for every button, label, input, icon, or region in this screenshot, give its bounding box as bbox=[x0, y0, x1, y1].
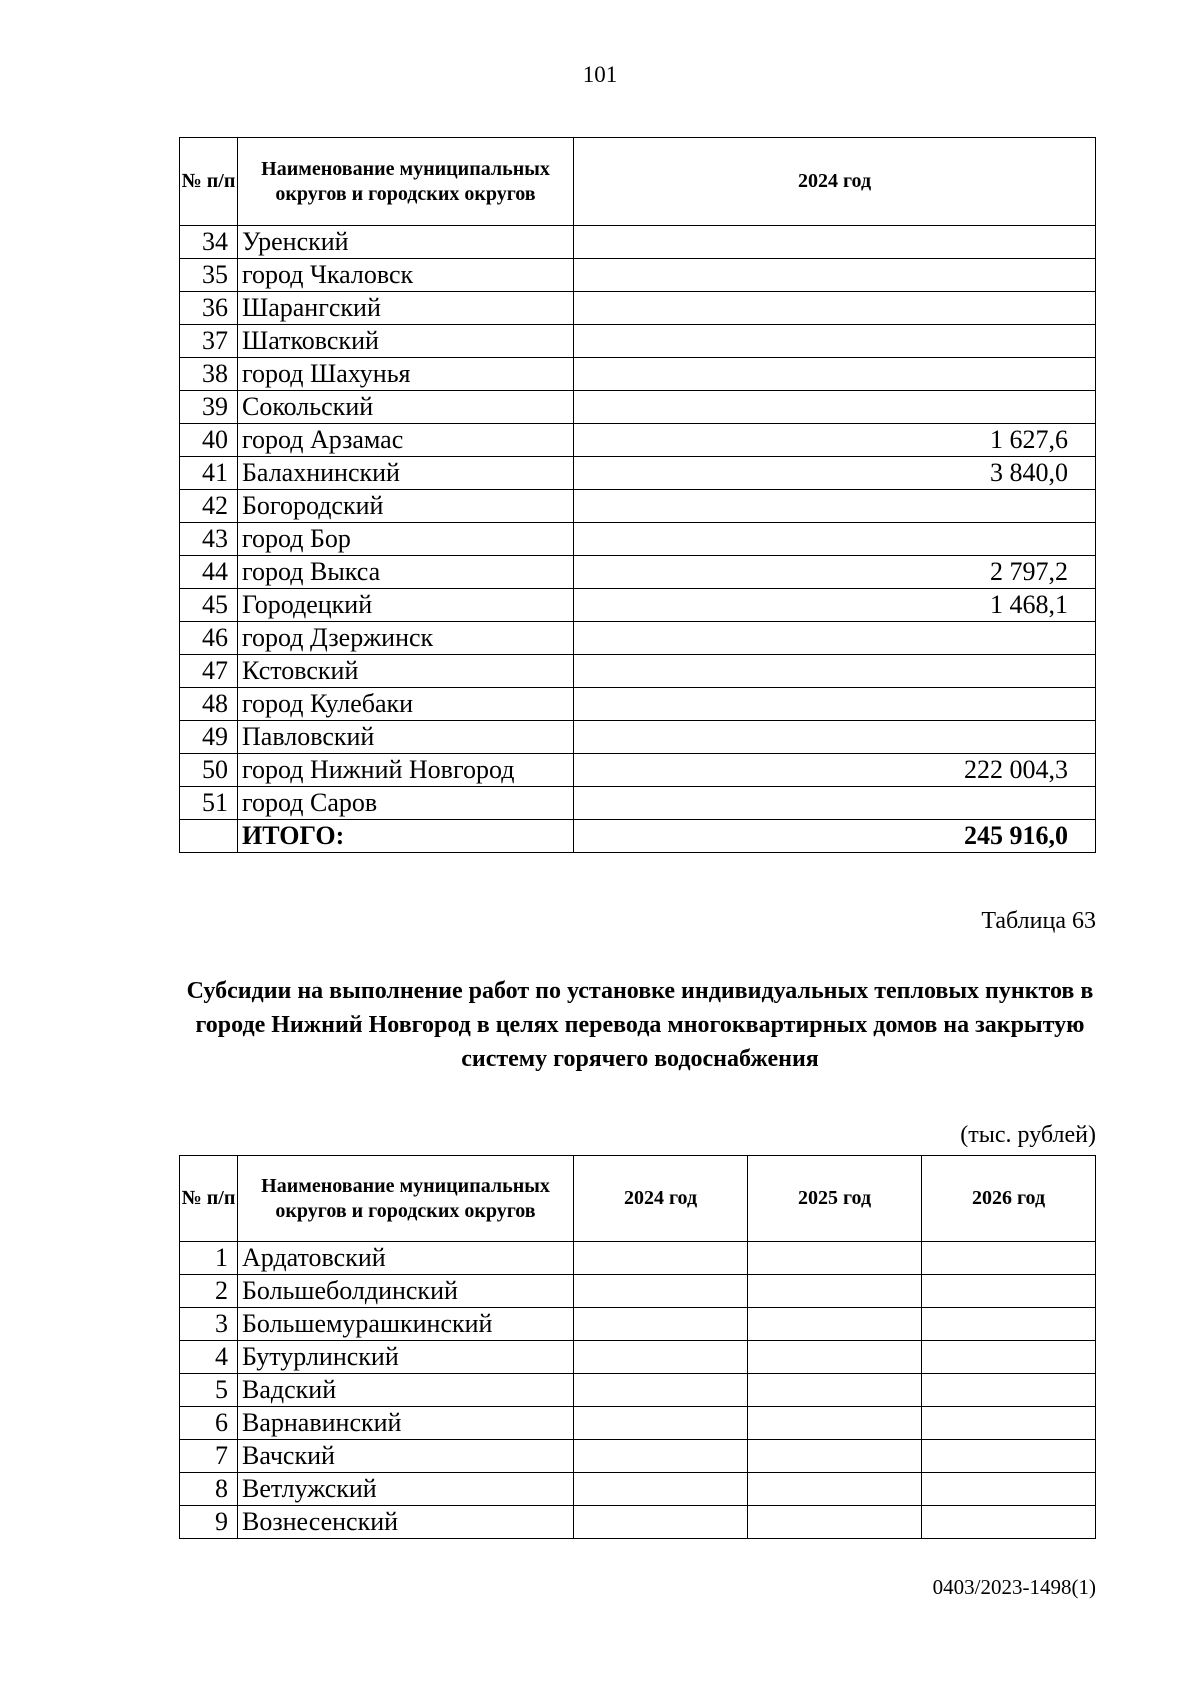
row-num: 6 bbox=[180, 1407, 238, 1440]
row-value-2024 bbox=[574, 622, 1096, 655]
header-name: Наименование муниципальных округов и городских округов bbox=[238, 1156, 574, 1242]
row-value-2024: 1 627,6 bbox=[574, 424, 1096, 457]
row-value-2025 bbox=[748, 1506, 922, 1539]
table-row bbox=[180, 1506, 1096, 1539]
row-num: 45 bbox=[180, 589, 238, 622]
row-num: 42 bbox=[180, 490, 238, 523]
unit-label: (тыс. рублей) bbox=[960, 1122, 1096, 1148]
row-value-2025 bbox=[748, 1407, 922, 1440]
row-name: Городецкий bbox=[238, 589, 574, 622]
row-num: 34 bbox=[180, 226, 238, 259]
row-value-2024 bbox=[574, 391, 1096, 424]
row-num: 5 bbox=[180, 1374, 238, 1407]
row-num: 49 bbox=[180, 721, 238, 754]
total-label: ИТОГО: bbox=[238, 820, 574, 853]
row-name: город Бор bbox=[238, 523, 574, 556]
row-value-2024 bbox=[574, 523, 1096, 556]
row-num: 2 bbox=[180, 1275, 238, 1308]
row-name: Балахнинский bbox=[238, 457, 574, 490]
row-value-2026 bbox=[922, 1275, 1096, 1308]
row-name: город Саров bbox=[238, 787, 574, 820]
row-value-2024: 1 468,1 bbox=[574, 589, 1096, 622]
row-name: Уренский bbox=[238, 226, 574, 259]
table-row bbox=[180, 292, 1096, 325]
row-value-2025 bbox=[748, 1440, 922, 1473]
row-num: 9 bbox=[180, 1506, 238, 1539]
header-name: Наименование муниципальных округов и городских округов bbox=[238, 138, 574, 226]
row-value-2024 bbox=[574, 1473, 748, 1506]
row-name: Сокольский bbox=[238, 391, 574, 424]
row-value-2026 bbox=[922, 1407, 1096, 1440]
page-number: 101 bbox=[582, 62, 618, 87]
table-row bbox=[180, 721, 1096, 754]
row-value-2025 bbox=[748, 1341, 922, 1374]
row-value-2025 bbox=[748, 1275, 922, 1308]
row-value-2025 bbox=[748, 1473, 922, 1506]
table-row bbox=[180, 1407, 1096, 1440]
row-num: 7 bbox=[180, 1440, 238, 1473]
total-num-cell bbox=[180, 820, 238, 853]
row-num: 38 bbox=[180, 358, 238, 391]
row-value-2024 bbox=[574, 490, 1096, 523]
row-num: 47 bbox=[180, 655, 238, 688]
row-name: Вадский bbox=[238, 1374, 574, 1407]
row-name: город Кулебаки bbox=[238, 688, 574, 721]
row-name: Павловский bbox=[238, 721, 574, 754]
table-row bbox=[180, 523, 1096, 556]
table-row bbox=[180, 1440, 1096, 1473]
row-value-2024 bbox=[574, 292, 1096, 325]
row-value-2025 bbox=[748, 1374, 922, 1407]
table-row bbox=[180, 259, 1096, 292]
row-value-2024 bbox=[574, 1440, 748, 1473]
row-name: Вачский bbox=[238, 1440, 574, 1473]
row-num: 37 bbox=[180, 325, 238, 358]
row-num: 51 bbox=[180, 787, 238, 820]
row-num: 4 bbox=[180, 1341, 238, 1374]
table-row bbox=[180, 325, 1096, 358]
row-name: Ардатовский bbox=[238, 1242, 574, 1275]
row-value-2024 bbox=[574, 1308, 748, 1341]
row-name: Бутурлинский bbox=[238, 1341, 574, 1374]
row-value-2026 bbox=[922, 1242, 1096, 1275]
table-row bbox=[180, 556, 1096, 589]
row-num: 39 bbox=[180, 391, 238, 424]
row-value-2024 bbox=[574, 259, 1096, 292]
row-name: Шатковский bbox=[238, 325, 574, 358]
table-row bbox=[180, 391, 1096, 424]
row-num: 40 bbox=[180, 424, 238, 457]
header-num: № п/п bbox=[180, 138, 238, 226]
row-num: 46 bbox=[180, 622, 238, 655]
total-value: 245 916,0 bbox=[574, 820, 1096, 853]
header-2024: 2024 год bbox=[574, 1156, 748, 1242]
row-value-2024 bbox=[574, 1506, 748, 1539]
row-num: 50 bbox=[180, 754, 238, 787]
table-row bbox=[180, 226, 1096, 259]
table-row bbox=[180, 787, 1096, 820]
row-value-2024 bbox=[574, 655, 1096, 688]
row-name: Кстовский bbox=[238, 655, 574, 688]
table-row bbox=[180, 424, 1096, 457]
row-name: город Шахунья bbox=[238, 358, 574, 391]
table-63 bbox=[179, 1155, 1096, 1539]
row-value-2024 bbox=[574, 1374, 748, 1407]
row-value-2025 bbox=[748, 1242, 922, 1275]
table-row bbox=[180, 1374, 1096, 1407]
row-name: город Чкаловск bbox=[238, 259, 574, 292]
table-row bbox=[180, 622, 1096, 655]
row-value-2026 bbox=[922, 1308, 1096, 1341]
row-value-2024 bbox=[574, 325, 1096, 358]
row-name: Большемурашкинский bbox=[238, 1308, 574, 1341]
row-num: 36 bbox=[180, 292, 238, 325]
header-2024: 2024 год bbox=[574, 138, 1096, 226]
table-row bbox=[180, 1341, 1096, 1374]
allocation-table-continued bbox=[179, 137, 1096, 853]
row-name: Вознесенский bbox=[238, 1506, 574, 1539]
table-row bbox=[180, 457, 1096, 490]
row-value-2024 bbox=[574, 358, 1096, 391]
table-row bbox=[180, 589, 1096, 622]
row-value-2024 bbox=[574, 688, 1096, 721]
row-num: 8 bbox=[180, 1473, 238, 1506]
row-value-2026 bbox=[922, 1473, 1096, 1506]
table-row bbox=[180, 1308, 1096, 1341]
row-value-2024 bbox=[574, 721, 1096, 754]
total-row bbox=[180, 820, 1096, 853]
table-header-row bbox=[180, 1156, 1096, 1242]
table-row bbox=[180, 655, 1096, 688]
header-2025: 2025 год bbox=[748, 1156, 922, 1242]
table-row bbox=[180, 358, 1096, 391]
row-num: 41 bbox=[180, 457, 238, 490]
row-num: 3 bbox=[180, 1308, 238, 1341]
document-code: 0403/2023-1498(1) bbox=[932, 1575, 1096, 1599]
row-value-2024: 2 797,2 bbox=[574, 556, 1096, 589]
table-title: Субсидии на выполнение работ по установке индивидуальных тепловых пунктов в городе Нижний Новгород в целях перевода многоквартирных домов на закрытую систему горячего водоснабжения bbox=[186, 978, 1094, 1072]
row-value-2026 bbox=[922, 1506, 1096, 1539]
row-name: Богородский bbox=[238, 490, 574, 523]
row-num: 35 bbox=[180, 259, 238, 292]
row-name: город Арзамас bbox=[238, 424, 574, 457]
row-value-2026 bbox=[922, 1440, 1096, 1473]
table-number-label: Таблица 63 bbox=[981, 908, 1096, 934]
table-row bbox=[180, 688, 1096, 721]
row-value-2024 bbox=[574, 787, 1096, 820]
row-name: Ветлужский bbox=[238, 1473, 574, 1506]
row-value-2025 bbox=[748, 1308, 922, 1341]
row-value-2024 bbox=[574, 1341, 748, 1374]
row-name: город Нижний Новгород bbox=[238, 754, 574, 787]
row-value-2024: 222 004,3 bbox=[574, 754, 1096, 787]
row-num: 44 bbox=[180, 556, 238, 589]
row-name: город Выкса bbox=[238, 556, 574, 589]
table-row bbox=[180, 1275, 1096, 1308]
row-value-2024: 3 840,0 bbox=[574, 457, 1096, 490]
table-row bbox=[180, 754, 1096, 787]
header-num: № п/п bbox=[180, 1156, 238, 1242]
row-value-2026 bbox=[922, 1374, 1096, 1407]
row-name: Шарангский bbox=[238, 292, 574, 325]
table-row bbox=[180, 1242, 1096, 1275]
row-value-2024 bbox=[574, 226, 1096, 259]
row-value-2024 bbox=[574, 1275, 748, 1308]
table-row bbox=[180, 490, 1096, 523]
table-header-row bbox=[180, 138, 1096, 226]
table-row bbox=[180, 1473, 1096, 1506]
row-num: 43 bbox=[180, 523, 238, 556]
row-value-2024 bbox=[574, 1407, 748, 1440]
row-name: Варнавинский bbox=[238, 1407, 574, 1440]
row-name: город Дзержинск bbox=[238, 622, 574, 655]
row-value-2024 bbox=[574, 1242, 748, 1275]
row-num: 48 bbox=[180, 688, 238, 721]
row-num: 1 bbox=[180, 1242, 238, 1275]
row-value-2026 bbox=[922, 1341, 1096, 1374]
header-2026: 2026 год bbox=[922, 1156, 1096, 1242]
row-name: Большеболдинский bbox=[238, 1275, 574, 1308]
